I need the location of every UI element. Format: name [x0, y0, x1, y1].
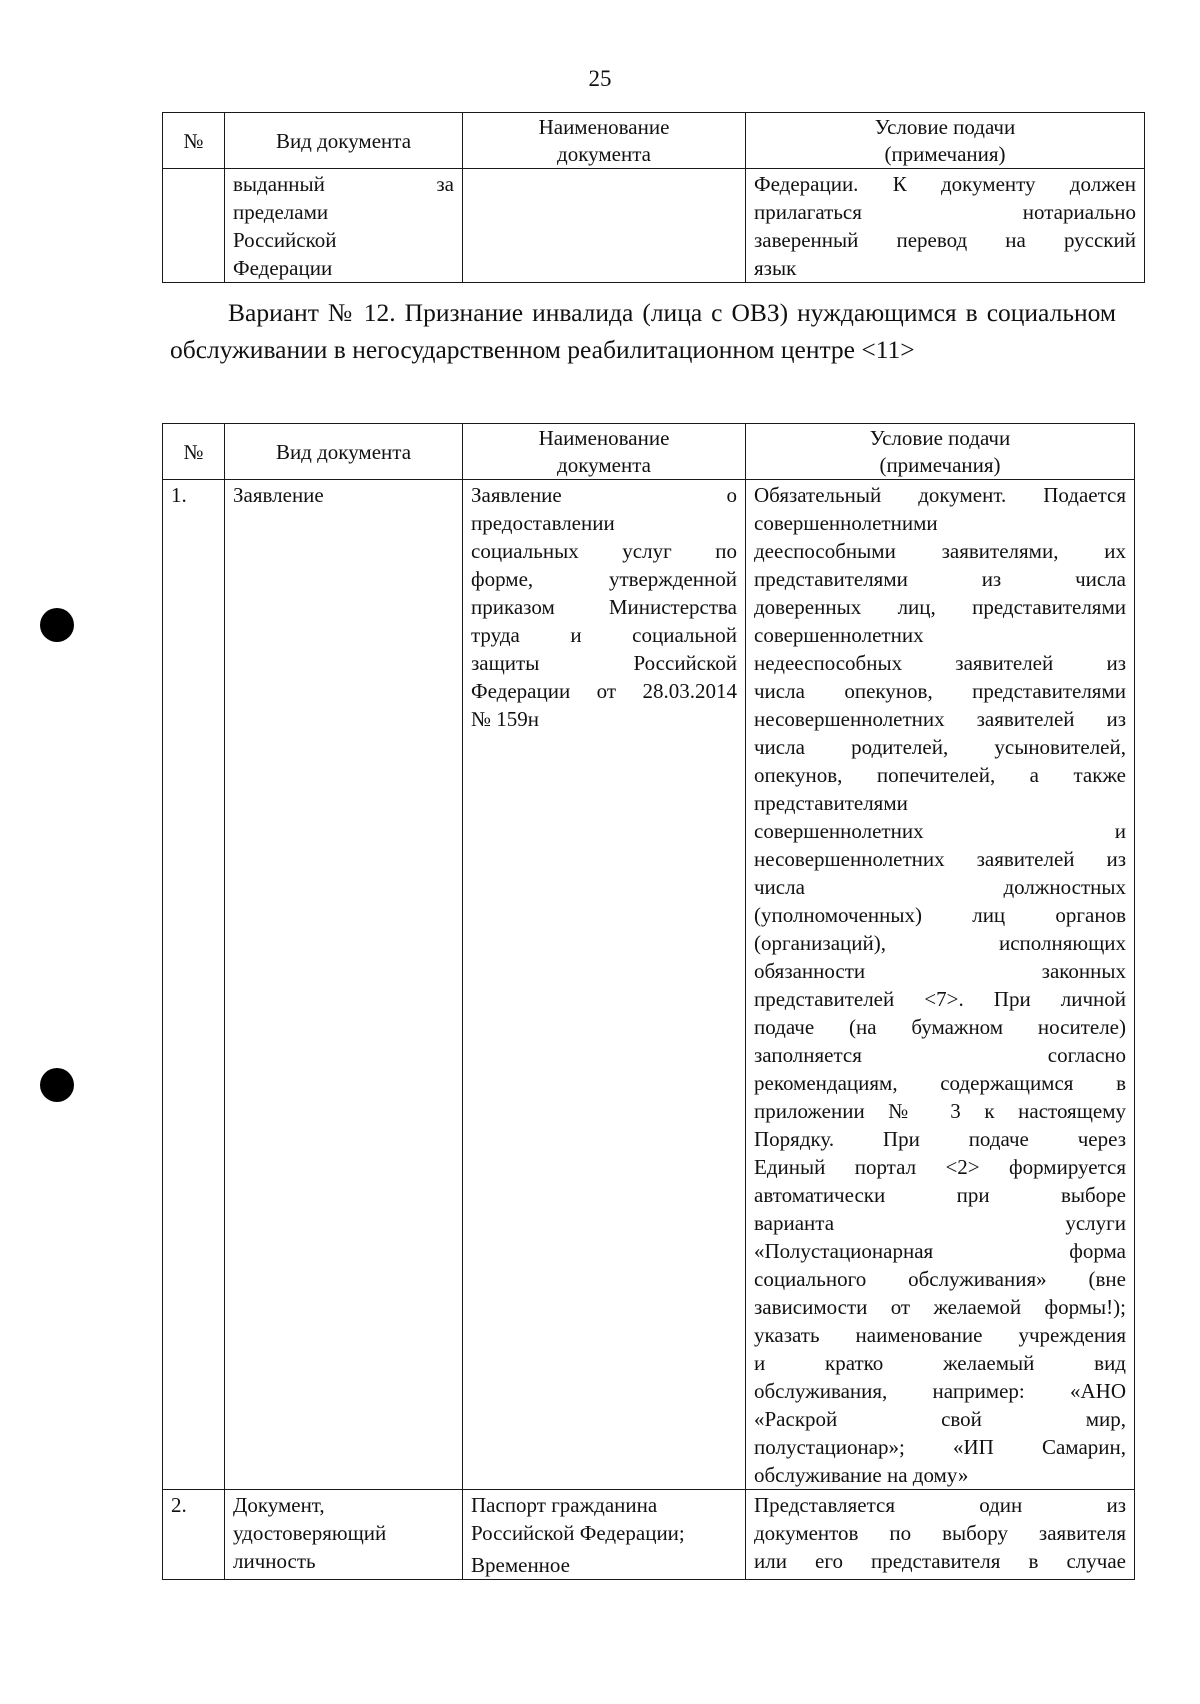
text-line: представителей <7>. При личной: [754, 987, 1126, 1011]
text-line: прилагаться нотариально: [754, 200, 1136, 224]
text-line: «Раскрой свой мир,: [754, 1407, 1126, 1431]
text-line: представителями из числа: [754, 567, 1126, 591]
header-condition-line: (примечания): [879, 453, 1001, 477]
text-line: варианта услуги: [754, 1211, 1126, 1235]
text-line: Федерации от 28.03.2014: [471, 679, 737, 703]
table-row: [163, 480, 1135, 1490]
text-line: полустационар»; «ИП Самарин,: [754, 1435, 1126, 1459]
cell-condition: [746, 1490, 1135, 1580]
text-line: социальных услуг по: [471, 539, 737, 563]
text-line: опекунов, попечителей, а также: [754, 763, 1126, 787]
documents-table: [162, 423, 1135, 1580]
text-line: совершеннолетними: [754, 511, 938, 535]
header-condition: [746, 113, 1145, 169]
cell-condition: [746, 480, 1135, 1490]
table-header-row: [163, 424, 1135, 480]
table-row: [163, 169, 1145, 283]
text-line: Паспорт гражданина: [471, 1493, 658, 1517]
text-line: Обязательный документ. Подается: [754, 483, 1126, 507]
cell-condition: [746, 169, 1145, 283]
text-line: обслуживания, например: «АНО: [754, 1379, 1126, 1403]
text-line: совершеннолетних: [754, 623, 924, 647]
header-doc-name-line: Наименование: [538, 115, 670, 139]
header-num: №: [163, 113, 225, 169]
cell-num: 1.: [163, 480, 225, 1490]
cell-doc-name: [463, 480, 746, 1490]
text-line: рекомендациям, содержащимся в: [754, 1071, 1126, 1095]
text-line: зависимости от желаемой формы!);: [754, 1295, 1126, 1319]
text-line: недееспособных заявителей из: [754, 651, 1126, 675]
cell-doc-name: [463, 169, 746, 283]
table-row: [163, 1490, 1135, 1580]
text-line: Временное: [471, 1553, 570, 1577]
header-doc-name: [463, 424, 746, 480]
text-line: социального обслуживания» (вне: [754, 1267, 1126, 1291]
text-line: «Полустационарная форма: [754, 1239, 1126, 1263]
text-line: несовершеннолетних заявителей из: [754, 707, 1126, 731]
text-line: (уполномоченных) лиц органов: [754, 903, 1126, 927]
text-line: доверенных лиц, представителями: [754, 595, 1126, 619]
cell-doc-name: [463, 1490, 746, 1580]
header-doc-type: Вид документа: [225, 113, 463, 169]
text-line: Российской: [233, 228, 337, 252]
cell-doc-type: [225, 169, 463, 283]
text-line: язык: [754, 256, 797, 280]
text-line: защиты Российской: [471, 651, 737, 675]
text-line: или его представителя в случае: [754, 1549, 1126, 1573]
cell-num: [163, 169, 225, 283]
text-line: несовершеннолетних заявителей из: [754, 847, 1126, 871]
text-line: Федерации: [233, 256, 333, 280]
header-condition: [746, 424, 1135, 480]
table-header-row: [163, 113, 1145, 169]
punch-hole: [40, 1068, 74, 1102]
text-line: заполняется согласно: [754, 1043, 1126, 1067]
header-doc-name: [463, 113, 746, 169]
text-line: труда и социальной: [471, 623, 737, 647]
text-line: числа должностных: [754, 875, 1126, 899]
header-doc-name-line: документа: [557, 453, 651, 477]
text-line: совершеннолетних и: [754, 819, 1126, 843]
text-line: предоставлении: [471, 511, 615, 535]
text-line: приложении № 3 к настоящему: [754, 1099, 1126, 1123]
text-line: Российской Федерации;: [471, 1521, 685, 1545]
text-line: Порядку. При подаче через: [754, 1127, 1126, 1151]
text-line: заверенный перевод на русский: [754, 228, 1136, 252]
text-line: подаче (на бумажном носителе): [754, 1015, 1126, 1039]
text-line: № 159н: [471, 707, 540, 731]
text-line: дееспособными заявителями, их: [754, 539, 1126, 563]
text-line: форме, утвержденной: [471, 567, 737, 591]
text-line: выданный за: [233, 172, 454, 196]
header-num: №: [163, 424, 225, 480]
cell-num: 2.: [163, 1490, 225, 1580]
text-line: указать наименование учреждения: [754, 1323, 1126, 1347]
text-line: Документ,: [233, 1493, 325, 1517]
text-line: пределами: [233, 200, 329, 224]
text-line: Представляется один из: [754, 1493, 1126, 1517]
text-line: числа опекунов, представителями: [754, 679, 1126, 703]
header-condition-line: Условие подачи: [869, 426, 1011, 450]
header-doc-name-line: Наименование: [538, 426, 670, 450]
text-line: и кратко желаемый вид: [754, 1351, 1126, 1375]
header-doc-type: Вид документа: [225, 424, 463, 480]
header-doc-name-line: документа: [557, 142, 651, 166]
documents-table-continued: [162, 112, 1145, 283]
punch-hole: [40, 608, 74, 642]
text-line: личность: [233, 1549, 316, 1573]
text-line: удостоверяющий: [233, 1521, 387, 1545]
text-line: обслуживание на дому»: [754, 1463, 969, 1487]
header-condition-line: Условие подачи: [874, 115, 1016, 139]
text-line: Заявление: [233, 483, 324, 507]
text-line: числа родителей, усыновителей,: [754, 735, 1126, 759]
text-line: (организаций), исполняющих: [754, 931, 1126, 955]
cell-doc-type: [225, 1490, 463, 1580]
text-line: документов по выбору заявителя: [754, 1521, 1126, 1545]
text-line: обязанности законных: [754, 959, 1126, 983]
text-line: приказом Министерства: [471, 595, 737, 619]
page-number: 25: [588, 66, 612, 91]
text-line: представителями: [754, 791, 908, 815]
text-line: Единый портал <2> формируется: [754, 1155, 1126, 1179]
text-line: Заявление о: [471, 483, 737, 507]
text-line: Федерации. К документу должен: [754, 172, 1136, 196]
text-line: автоматически при выборе: [754, 1183, 1126, 1207]
variant-heading: Вариант № 12. Признание инвалида (лица с ОВЗ) нуждающимся в социальном обслуживании в негосударственном реабилитационном центре <11>: [170, 298, 1116, 364]
header-condition-line: (примечания): [884, 142, 1006, 166]
cell-doc-type: [225, 480, 463, 1490]
